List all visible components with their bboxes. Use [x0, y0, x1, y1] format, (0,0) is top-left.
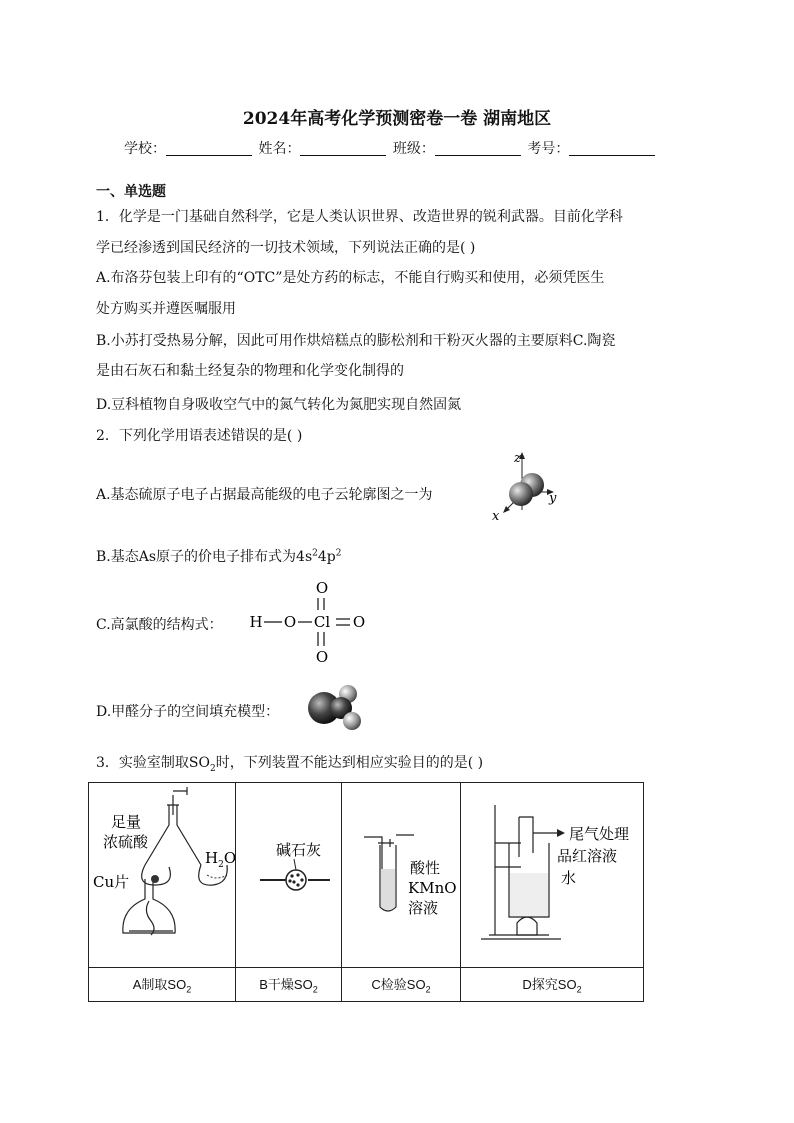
- name-blank[interactable]: [300, 141, 386, 156]
- q2-option-b-text: B.基态As原子的价电子排布式为: [96, 549, 297, 565]
- apparatus-a-cell: [89, 783, 236, 968]
- apparatus-table: [88, 782, 644, 1002]
- q1-option-b-line-1: B.小苏打受热易分解，因此可用作烘焙糕点的膨松剂和干粉灭火器的主要原料C.陶瓷: [96, 333, 616, 349]
- o-atom-right: O: [352, 613, 366, 631]
- a-heating-coil: [146, 901, 154, 935]
- a-flask: [123, 879, 175, 933]
- d-water: [510, 873, 548, 916]
- student-info: [124, 138, 657, 158]
- caption-d-text: D探究: [522, 977, 558, 993]
- number-label: 考号：: [527, 141, 570, 157]
- q2-option-d: D.甲醛分子的空间填充模型：: [96, 704, 280, 720]
- apparatus-b-cell: [236, 783, 342, 968]
- o-atom-single: O: [283, 613, 297, 631]
- caption-d: [461, 968, 644, 1002]
- caption-b: [236, 968, 342, 1002]
- caption-b-formula: SO: [293, 977, 313, 993]
- d-exhaust-arrow-icon: [557, 829, 565, 837]
- perchloric-acid-structure: [246, 576, 376, 668]
- p-exponent: 2: [335, 548, 342, 559]
- p-orbital-figure: [488, 448, 570, 526]
- apparatus-a-figure: [89, 783, 235, 963]
- a-label-cu: Cu片: [93, 873, 130, 891]
- d-alcohol-lamp: [517, 917, 537, 935]
- formaldehyde-model: [300, 680, 366, 734]
- caption-d-sub: 2: [576, 984, 582, 995]
- d-clamps: [495, 843, 521, 867]
- caption-b-sub: 2: [312, 984, 318, 995]
- o-atom-top: O: [315, 579, 329, 597]
- q1-option-d: D.豆科植物自身吸收空气中的氮气转化为氮肥实现自然固氮: [96, 397, 462, 413]
- school-label: 学校：: [124, 141, 166, 157]
- s-orbital: 4s: [296, 549, 313, 565]
- caption-b-text: B干燥: [259, 977, 294, 993]
- q3-stem: [96, 752, 483, 774]
- paper-title: 2024年高考化学预测密卷一卷 湖南地区: [242, 109, 552, 129]
- q2-option-b: [96, 546, 341, 566]
- q3-stem-formula-sub: 2: [210, 763, 216, 774]
- q1-stem-line-1: 1．化学是一门基础自然科学，它是人类认识世界、改造世界的锐利武器。目前化学科: [96, 209, 623, 225]
- electron-config: [296, 549, 341, 565]
- apparatus-b-figure: [236, 783, 341, 963]
- number-blank[interactable]: [569, 141, 655, 156]
- c-label-reagent-1: 酸性: [410, 859, 441, 877]
- q1-option-a-line-1: A.布洛芬包装上印有的“OTC”是处方药的标志，不能自行购买和使用，必须凭医生: [96, 270, 605, 286]
- c-solution: [381, 869, 395, 910]
- section-heading: 一、单选题: [96, 184, 166, 200]
- school-blank[interactable]: [166, 141, 252, 156]
- q2-option-a: A.基态硫原子电子占据最高能级的电子云轮廓图之一为: [96, 487, 433, 503]
- d-test-tube: [519, 817, 533, 857]
- b-label-reagent: 碱石灰: [276, 841, 322, 859]
- apparatus-d-figure: [461, 783, 643, 963]
- q3-stem-prefix: 3．实验室制取: [96, 755, 189, 771]
- a-cu-pieces: [151, 875, 159, 883]
- c-label-reagent-3: 溶液: [408, 899, 439, 917]
- a-label-reagent-2: 浓硫酸: [103, 833, 149, 851]
- q1-option-b-line-2: 是由石灰石和黏土经复杂的物理和化学变化制得的: [96, 363, 404, 379]
- q1-stem-line-2: 学已经渗透到国民经济的一切技术领域，下列说法正确的是( ): [96, 240, 476, 256]
- z-axis-label: z: [514, 451, 521, 466]
- d-label-3: 水: [561, 869, 577, 887]
- apparatus-d-cell: [461, 783, 644, 968]
- hydrogen-atom-bottom: [343, 712, 361, 730]
- d-label-2: 品红溶液: [557, 847, 618, 865]
- o-atom-bottom: O: [315, 648, 329, 666]
- p-orbital: 4p: [317, 549, 336, 565]
- orbital-lobe-front: [509, 482, 533, 506]
- c-inlet-tubes: [364, 835, 414, 847]
- a-label-water: $H_2O$: [205, 849, 235, 870]
- a-dropping-funnel-stopcock: [173, 787, 187, 815]
- caption-a-formula: SO: [167, 977, 187, 993]
- q1-option-a-line-2: 处方购买并遵医嘱服用: [96, 301, 236, 317]
- q3-stem-formula: SO: [188, 755, 210, 771]
- a-label-reagent-1: 足量: [111, 813, 142, 831]
- c-label-reagent-2: KMnO: [408, 879, 457, 897]
- b-label-pointer: [294, 859, 296, 870]
- x-axis-label: x: [492, 509, 500, 524]
- cl-atom: Cl: [313, 613, 331, 631]
- caption-c-formula: SO: [406, 977, 426, 993]
- a-water-level: [207, 875, 227, 878]
- caption-d-formula: SO: [557, 977, 577, 993]
- caption-a-text: A制取: [132, 977, 168, 993]
- s-exponent: 2: [312, 548, 318, 559]
- q2-stem: 2．下列化学用语表述错误的是( ): [96, 428, 303, 444]
- caption-c: [342, 968, 461, 1002]
- caption-c-text: C检验: [371, 977, 407, 993]
- h-atom: H: [249, 613, 263, 631]
- q3-stem-suffix: 时，下列装置不能达到相应实验目的的是( ): [215, 755, 484, 771]
- caption-a: [89, 968, 236, 1002]
- caption-c-sub: 2: [425, 984, 431, 995]
- d-label-1: 尾气处理: [569, 825, 630, 843]
- y-axis-label: y: [549, 491, 557, 506]
- class-blank[interactable]: [435, 141, 521, 156]
- class-label: 班级：: [392, 141, 435, 157]
- name-label: 姓名：: [258, 141, 301, 157]
- apparatus-c-cell: [342, 783, 461, 968]
- q2-option-c: C.高氯酸的结构式：: [96, 617, 223, 633]
- apparatus-c-figure: [342, 783, 460, 963]
- caption-a-sub: 2: [186, 984, 192, 995]
